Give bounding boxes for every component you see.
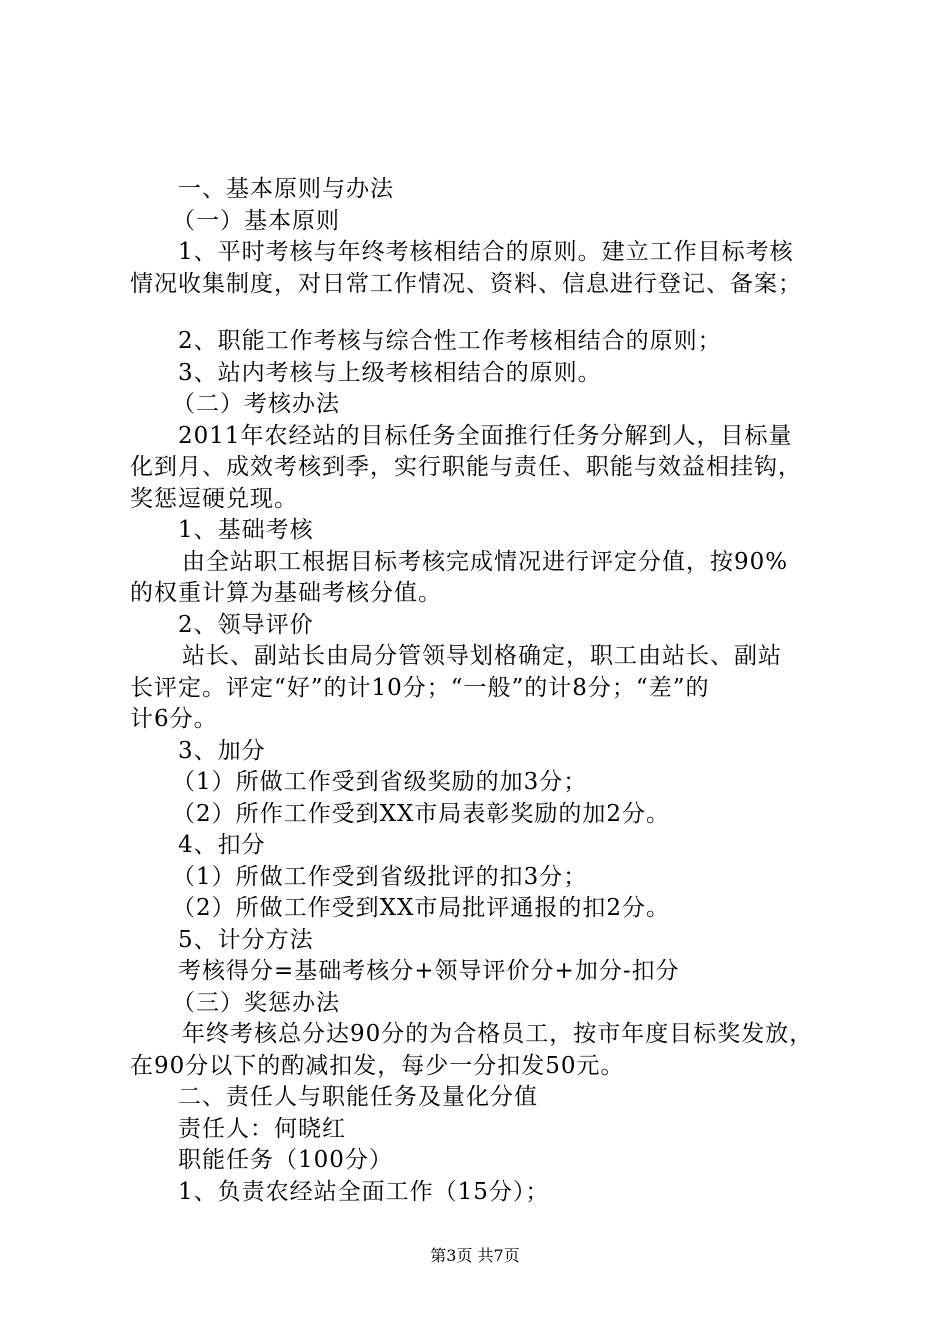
paragraph-line: 站长、副站长由局分管领导划格确定，职工由站长、副站 xyxy=(182,643,782,669)
item-heading: 1、基础考核 xyxy=(178,517,314,543)
list-item: （2）所作工作受到XX市局表彰奖励的加2分。 xyxy=(172,800,671,827)
paragraph-line: 在90分以下的酌减扣发，每少一分扣发50元。 xyxy=(130,1052,625,1079)
paragraph-line: 职能任务（100分） xyxy=(178,1147,393,1173)
section-heading-1: 一、基本原则与办法 xyxy=(178,176,394,202)
subsection-heading-2: （二）考核办法 xyxy=(172,391,340,417)
item-heading: 3、加分 xyxy=(178,737,266,764)
paragraph-line: 长评定。评定“好”的计10分；“一般”的计8分；“差”的 xyxy=(130,674,710,701)
list-item: （1）所做工作受到省级奖励的加3分； xyxy=(172,769,588,795)
document-body xyxy=(130,174,842,1208)
list-item: （2）所做工作受到XX市局批评通报的扣2分。 xyxy=(172,895,671,921)
paragraph-line: 情况收集制度，对日常工作情况、资料、信息进行登记、备案； xyxy=(130,270,802,297)
paragraph-line: 1、负责农经站全面工作（15分）； xyxy=(178,1178,550,1205)
paragraph-line: 年终考核总分达90分的为合格员工，按市年度目标奖发放， xyxy=(182,1021,814,1047)
paragraph-line: 2、职能工作考核与综合性工作考核相结合的原则； xyxy=(178,328,722,354)
paragraph-gap xyxy=(130,300,842,326)
paragraph-line: 3、站内考核与上级考核相结合的原则。 xyxy=(178,359,602,386)
paragraph-line: 由全站职工根据目标考核完成情况进行评定分值，按90% xyxy=(182,548,789,575)
section-heading-2: 二、责任人与职能任务及量化分值 xyxy=(178,1084,538,1110)
paragraph-line: 1、平时考核与年终考核相结合的原则。建立工作目标考核 xyxy=(178,239,794,265)
paragraph-line: 奖惩逗硬兑现。 xyxy=(130,485,298,512)
list-item: （1）所做工作受到省级批评的扣3分； xyxy=(172,863,588,890)
formula-line: 考核得分=基础考核分+领导评价分+加分-扣分 xyxy=(178,958,680,984)
paragraph-line: 责任人：何晓红 xyxy=(178,1115,346,1142)
subsection-heading-1: （一）基本原则 xyxy=(172,207,340,234)
paragraph-line: 2011年农经站的目标任务全面推行任务分解到人，目标量 xyxy=(178,422,793,449)
item-heading: 5、计分方法 xyxy=(178,926,314,953)
subsection-heading-3: （三）奖惩办法 xyxy=(172,989,340,1016)
paragraph-line: 的权重计算为基础考核分值。 xyxy=(130,580,442,606)
paragraph-line: 计6分。 xyxy=(130,706,218,732)
item-heading: 4、扣分 xyxy=(178,832,266,858)
item-heading: 2、领导评价 xyxy=(178,611,314,638)
paragraph-line: 化到月、成效考核到季，实行职能与责任、职能与效益相挂钩， xyxy=(130,454,802,480)
page-footer: 第3页 共7页 xyxy=(430,1246,520,1265)
